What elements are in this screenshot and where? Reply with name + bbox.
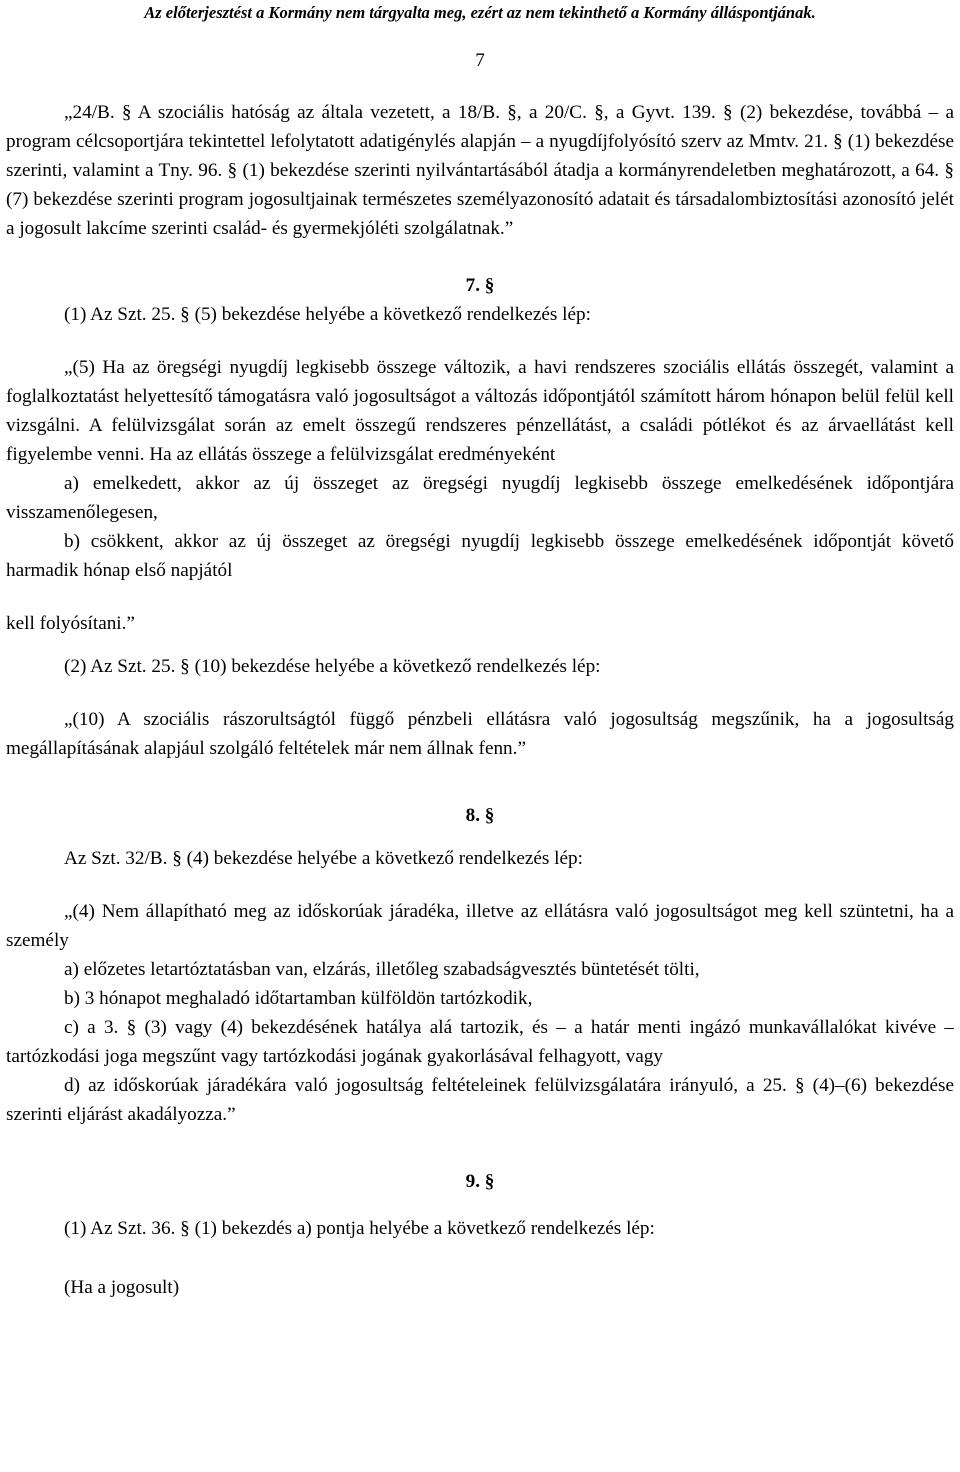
paragraph-25-5: „(5) Ha az öregségi nyugdíj legkisebb összege változik, a havi rendszeres szociális ellátás összegét, valamint a foglalkoztatást helyettesítő támogatásra való jogosultságot a változás időpontjától számított három hónapon belül felül kell vizsgálni. A felülvizsgálat során az emelt összegű rendszeres pénzellátást, a családi pótlékot és az árvaellátást kell figyelembe venni. Ha az ellátás összege a felülvizsgálat eredményeként [6,357,954,465]
paragraph-9-1-lead: (Ha a jogosult) [64,1277,180,1298]
paragraph-32b-4: „(4) Nem állapítható meg az időskorúak járadéka, illetve az ellátásra való jogosultságot meg kell szüntetni, ha a személy [6,901,954,951]
header-notice: Az előterjesztést a Kormány nem tárgyalta meg, ezért az nem tekinthető a Kormány álláspontjának. [144,3,816,22]
section-heading-7: 7. § [465,275,495,296]
section-heading-8: 8. § [465,805,495,826]
paragraph-9-1-intro: (1) Az Szt. 36. § (1) bekezdés a) pontja helyébe a következő rendelkezés lép: [64,1218,655,1239]
paragraph-7-1-intro: (1) Az Szt. 25. § (5) bekezdése helyébe a következő rendelkezés lép: [64,304,591,325]
paragraph-32b-4-a: a) előzetes letartóztatásban van, elzárás, illetőleg szabadságvesztés büntetését tölti, [64,959,700,980]
paragraph-32b-4-d: d) az időskorúak járadékára való jogosultság feltételeinek felülvizsgálatára irányuló, a 25. § (4)–(6) bekezdése szerinti eljárást akadályozza.” [6,1075,954,1125]
paragraph-25-10: „(10) A szociális rászorultságtól függő pénzbeli ellátásra való jogosultság megszűnik, ha a jogosultság megállapításának alapjául szolgáló feltételek már nem állnak fenn.” [6,709,954,759]
section-heading-9: 9. § [465,1171,495,1192]
paragraph-32b-4-b: b) 3 hónapot meghaladó időtartamban külföldön tartózkodik, [64,988,533,1009]
paragraph-25-5-b: b) csökkent, akkor az új összeget az öregségi nyugdíj legkisebb összege emelkedésének időpontját követő harmadik hónap első napjától [6,531,954,581]
paragraph-24b: „24/B. § A szociális hatóság az általa vezetett, a 18/B. §, a 20/C. §, a Gyvt. 139. § (2) bekezdése, továbbá – a program célcsoportjára tekintettel lefolytatott adatigénylés alapján – a nyugdíjfolyósító szerv az Mmtv. 21. § (1) bekezdése szerinti, valamint a Tny. 96. § (1) bekezdése szerinti nyilvántartásából átadja a kormányrendeletben meghatározott, a 64. § (7) bekezdése szerinti program jogosultjainak természetes személyazonosító adatait és társadalombiztosítási azonosító jelét a jogosult lakcíme szerinti család- és gyermekjóléti szolgálatnak.” [6,102,954,239]
page-number: 7 [475,50,485,71]
paragraph-32b-4-c: c) a 3. § (3) vagy (4) bekezdésének hatálya alá tartozik, és – a határ menti ingázó munkavállalókat kivéve – tartózkodási joga megszűnt vagy tartózkodási jogának gyakorlásával felhagyott, vagy [6,1017,954,1067]
paragraph-25-5-closing: kell folyósítani.” [6,613,135,634]
paragraph-8-intro: Az Szt. 32/B. § (4) bekezdése helyébe a következő rendelkezés lép: [64,848,583,869]
document-body [6,98,954,1302]
paragraph-7-2-intro: (2) Az Szt. 25. § (10) bekezdése helyébe a következő rendelkezés lép: [64,656,601,677]
paragraph-25-5-a: a) emelkedett, akkor az új összeget az öregségi nyugdíj legkisebb összege emelkedésének időpontjára visszamenőlegesen, [6,473,954,523]
